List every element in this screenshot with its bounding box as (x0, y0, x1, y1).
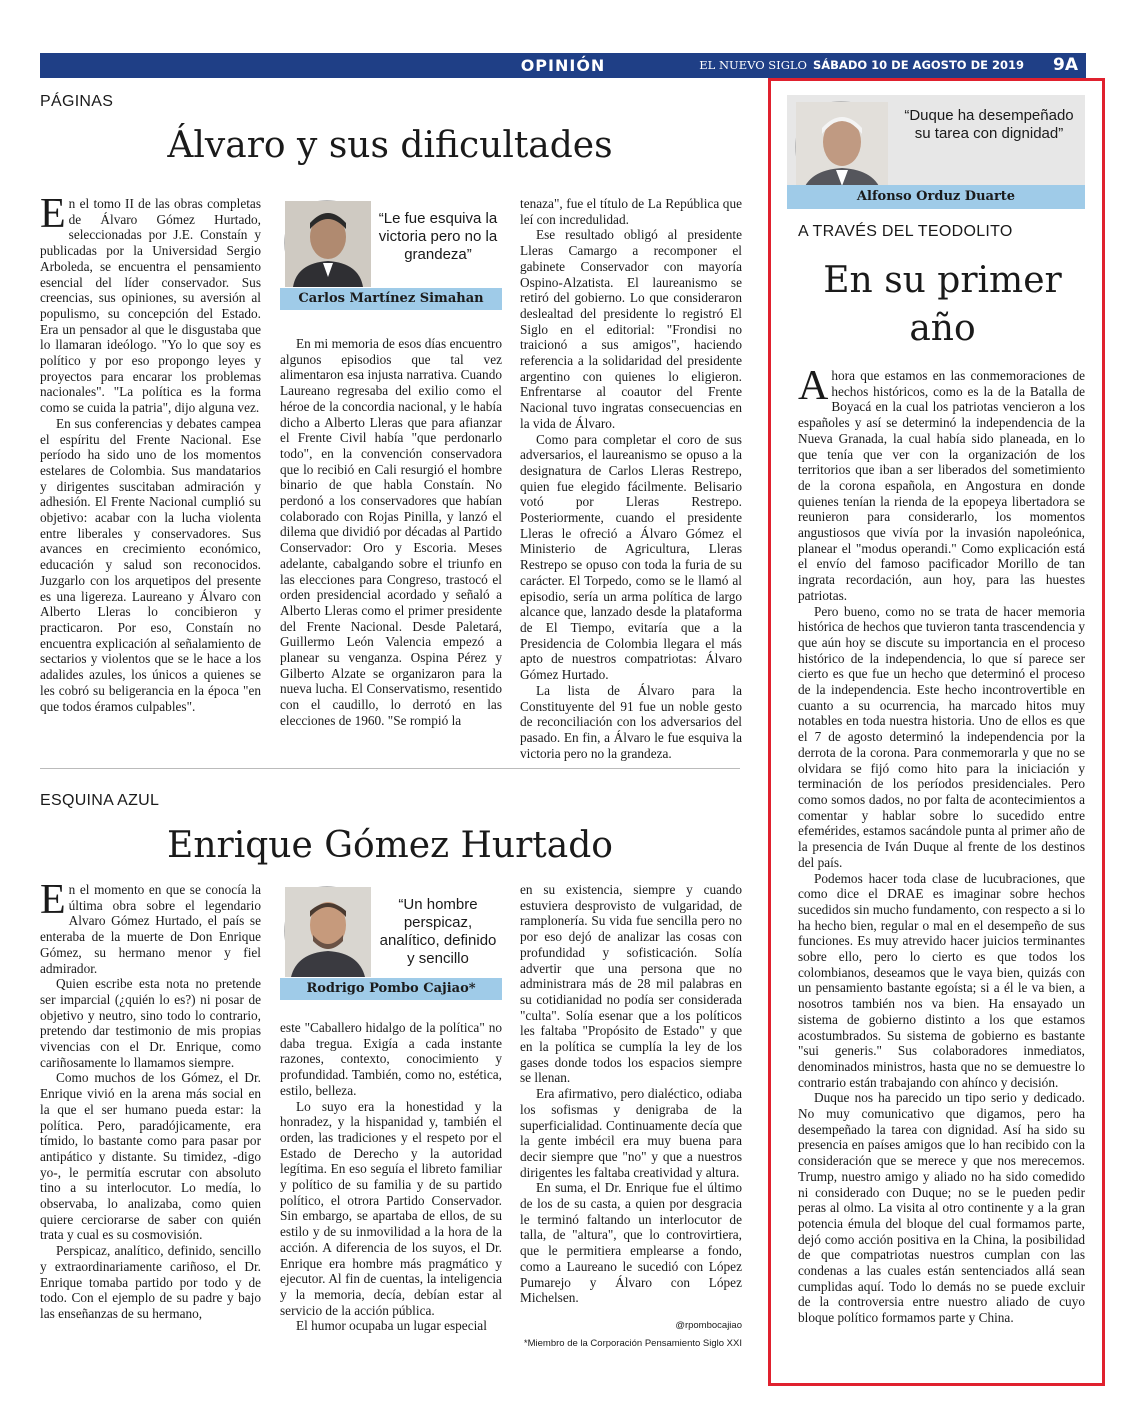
author-photo (795, 101, 887, 193)
paragraph: Como muchos de los Gómez, el Dr. Enrique vivió en la arena más social en la que el ser humano pueda estar: la política. Pero, paradójicamente, era tímido, lo bastante como para pasar por antipático y distante. Su timidez, -digo yo-, le permitía escrutar con absoluto tino a su interlocutor. Lo medía, lo observaba, lo analizaba, como quien quiere cerciorarse de saber con quién trata y cual es su cosmovisión. (40, 1070, 261, 1243)
article1-kicker: PÁGINAS (40, 93, 114, 110)
article1-column-3 (520, 196, 742, 761)
paragraph: Ese resultado obligó al presidente Lleras Camargo a recomponer el gabinete Conservador con mayoría Ospino-Alzatista. El laureanismo se retiró del gobierno. Lo que consideraron deslealtad del presidente lo registró El Siglo en el editorial: "Frondisi no traicionó a sus amigos", haciendo referencia a la solidaridad del presidente argentino con quienes lo eligieron. Enfrentarse al coautor del Frente Nacional tuvo ingratas consecuencias en la vida de Álvaro. (520, 227, 742, 431)
page-number: 9A (1053, 55, 1078, 75)
author-photo (284, 886, 370, 976)
article1-author-box (280, 196, 502, 316)
paragraph: Quien escribe esta nota no pretende ser imparcial (¿quién lo es?) ni posar de objetivo y neutro, sino todo lo contrario, pretendo dar testimonio de mis propias vivencias con el Dr. Enrique, como cariñosamente lo llamamos siempre. (40, 976, 261, 1070)
portrait-icon (285, 887, 371, 977)
article3-kicker: A TRAVÉS DEL TEODOLITO (798, 223, 1013, 240)
paragraph: Perspicaz, analítico, definido, sencillo y extraordinariamente cariñoso, el Dr. Enrique tomaba partido por todo y de todo. Con el ejemplo de su padre y bajo las enseñanzas de su hermano, (40, 1243, 261, 1321)
article1-column-1 (40, 191, 261, 746)
paragraph: Duque nos ha parecido un tipo serio y dedicado. No muy comunicativo que digamos, pero ha desempeñado la tarea con dignidad. Así ha sido su presencia en países amigos que lo han recibido con la consideración que se merece y que nos merecemos. Trump, nuestro amigo y aliado no ha sido comedido ni considerado con Duque; no se le pueden pedir peras al olmo. La visita al otro continente y a la gran potencia émula del bloque del cual formamos parte, dejó como acción positiva en la China, la posibilidad de que compatriotas nuestros cumplan con las condenas a las cuales están sentenciados allá sean cumplidas aquí. Todo lo demás no se puede excluir de la controversia entre nuestro aliado de cuyo bloque político formamos parte y China. (798, 1090, 1085, 1326)
article2-author-box (280, 882, 502, 1002)
paragraph: En suma, el Dr. Enrique fue el último de los de su casta, a quien por desgracia le terminó faltando un interlocutor de talla, de "altura", que lo controvirtiera, que le permitiera emplearse a fondo, como a Laureano le sucedió con López Pumarejo y Álvaro con López Michelsen. (520, 1180, 742, 1306)
masthead (699, 53, 1024, 78)
author-name: Carlos Martínez Simahan (280, 288, 502, 310)
section-header-bar (40, 53, 1086, 78)
article2-kicker: ESQUINA AZUL (40, 792, 160, 809)
article2-column-3 (520, 882, 742, 1312)
paragraph: tenaza", fue el título de La República que leí con incredulidad. (520, 196, 742, 227)
issue-date: SÁBADO 10 DE AGOSTO DE 2019 (812, 58, 1024, 72)
article2-column-2 (280, 1020, 502, 1350)
article-divider (40, 768, 740, 769)
paragraph: En sus conferencias y debates campea el espíritu del Frente Nacional. Ese período ha sido uno de los momentos estelares de Colombia. Sus mandatarios y dirigentes suscitaban admiración y adhesión. El Frente Nacional cumplió su objetivo: acabar con la lucha violenta entre liberales y conservadores. Sus avances en crecimiento económico, educación y salud son reconocidos. Juzgarlo con los arquetipos del presente es una ligereza. Laureano y Álvaro con Alberto Lleras lo concibieron y practicaron. Por eso, Constaín no encuentra explicación al señalamiento de sectarios y violentos que se le hace a los adalides azules, los únicos a quienes se les cobró su beligerancia en la época "en que todos éramos culpables". (40, 415, 261, 714)
pull-quote: “Le fue esquiva la victoria pero no la grandeza” (378, 210, 498, 263)
paragraph: n el tomo II de las obras completas de Álvaro Gómez Hurtado, seleccionadas por J.E. Constaín y publicadas por la Universidad Sergio Arboleda, se encuentra el pensamiento esencial del líder conservador. Sus creencias, sus opiniones, su aversión al populismo, su concepción del Estado. Era un pensador al que le disgustaba que lo llamaran ideólogo. "Yo lo que soy es político y por eso propongo leyes y proyectos para encarar los problemas nacionales". "La política es la forma como se cuida la patria", dijo alguna vez. (40, 196, 261, 416)
author-photo (284, 200, 370, 286)
paragraph: Podemos hacer toda clase de lucubraciones, que como dice el DRAE es imaginar sobre hechos sucedidos sin mucho fundamento, con respecto a si lo ha hecho bien, regular o mal en el desempeño de sus funciones. Es muy atrevido hacer juicios terminantes sobre ello, pero lo cierto es que todos los colombianos, deseamos que le vaya bien, quizás con un pensamiento bastante egoísta; si a él le va bien, a nosotros también nos va bien. Ha ensayado un sistema de gobierno distinto a los que estamos acostumbrados. Su sistema de gobierno es bastante "sui generis." Sus colaboradores inmediatos, denominados ministros, hasta que no se demuestre lo contrario están trabajando con ahínco y decisión. (798, 870, 1085, 1090)
article3-body (798, 363, 1085, 1358)
article3-title: En su primer año (823, 260, 1062, 349)
paragraph: Pero bueno, como no se trata de hacer memoria histórica de hechos que tuvieron tanta trascendencia y que aún hoy se discute su importancia en el proceso histórico de la independencia, lo que sí parece ser cierto es que fue un hecho que determinó el proceso de la independencia. Este hecho incontrovertible en cuanto a su ocurrencia, ha marcado hitos muy notables en toda nuestra historia. Uno de ellos es que el 7 de agosto determinó la independencia por la derrota de la corona. Para conmemorarla y que no se olvidara se fijó como hito para la iniciación y terminación de los períodos presidenciales. Pero como somos dados, no por falta de acontecimientos a comentar y hablar sobre lo sucedido entre efemérides, estamos sacándole punta al primer año de la presencia de Iván Duque al frente de los destinos del país. (798, 603, 1085, 870)
article2-column-1 (40, 877, 261, 1350)
paragraph: Como para completar el coro de sus adversarios, el laureanismo se opuso a la designatura de Carlos Lleras Restrepo, quien fue elegido fácilmente. Belisario votó por Lleras Restrepo. Posteriormente, cuando el presidente Lleras le ofreció a Álvaro Gómez el Ministerio de Agricultura, Lleras Restrepo se opuso con toda la furia de su carácter. El Torpedo, como se le llamó al episodio, sería un arma política de largo alcance que, lanzado desde la plataforma de El Tiempo, evitaría que a la Presidencia de Colombia llegara el más apto de nuestros compatriotas: Álvaro Gómez Hurtado. (520, 431, 742, 683)
paragraph: El humor ocupaba un lugar especial (296, 1318, 487, 1334)
paragraph: Era afirmativo, pero dialéctico, odiaba los sofismas y denigraba de la superficialidad. Continuamente decía que la gente imbécil era muy buena para decir siempre que "no" y que a nuestros dirigentes les faltaba creatividad y altura. (520, 1086, 742, 1180)
dropcap: E (40, 877, 66, 923)
author-footnote: *Miembro de la Corporación Pensamiento Siglo XXI (523, 1338, 742, 1349)
dropcap: A (798, 363, 829, 409)
paper-name: EL NUEVO SIGLO (699, 58, 807, 72)
author-name: Alfonso Orduz Duarte (787, 185, 1085, 209)
paragraph: en su existencia, siempre y cuando estuviera desprovisto de vulgaridad, de ramplonería. Su vida fue sencilla pero no por eso dejó de analizar las cosas con profundidad y sofisticación. Solía advertir que una persona que no administrara más de 28 mil palabras en su cotidianidad no podía ser considerada "culta". Solía esenar que a los políticos les faltaba "Propósito de Estado" y que en la política se cumplía la ley de los gases donde todos los espacios siempre se llenan. (520, 882, 742, 1086)
pull-quote: “Un hombre perspicaz, analítico, definido y sencillo (379, 896, 497, 967)
dropcap: E (40, 191, 66, 237)
paragraph: este "Caballero hidalgo de la política" no daba tregua. Exigía a cada instante razones, contexto, conocimiento y profundidad. También, como no, estética, estilo, belleza. (280, 1020, 502, 1098)
paragraph: hora que estamos en las conmemoraciones de hechos históricos, como es la de la Batalla de Boyacá en la cual los patriotas vencieron a los españoles y así se determinó la independencia de la Nueva Granada, la cual había sido planeada, en lo que tenía que ver con la organización de los territorios que iban a ser liberados del sometimiento de la corona española, en Angostura en donde quienes tenían la rienda de la epopeya libertadora se reunieron para considerarlo, los momentos angustiosos que vivía por la invasión napoleónica, planear el "modus operandi." Como explicación está el envío del famoso pacificador Morillo de tan ingrata recordación, aun hoy, para las huestes patriotas. (798, 368, 1085, 603)
author-handle: @rpombocajiao (675, 1320, 742, 1331)
article3-author-box (787, 95, 1085, 209)
paragraph: Lo suyo era la honestidad y la honradez, y la hispanidad y, también el orden, las tradiciones y el respeto por el Estado de Derecho y la autoridad legítima. En eso seguía el libreto familiar y político de su familia y de su partido político, el otrora Partido Conservador. Sin embargo, se apartaba de ellos, de su estilo y de su inmovilidad a la hora de la acción. A diferencia de los suyos, el Dr. Enrique era hombre más pragmático y ejecutor. Al fin de cuentas, la inteligencia y la memoria, decía, debían estar al servicio de la acción pública. (280, 1098, 502, 1318)
pull-quote: “Duque ha desempeñado su tarea con dignidad” (904, 107, 1074, 142)
article1-column-2 (280, 336, 502, 746)
article2-title: Enrique Gómez Hurtado (167, 825, 613, 866)
portrait-icon (285, 201, 371, 287)
paragraph: n el momento en que se conocía la última obra sobre el legendario Alvaro Gómez Hurtado, el país se enteraba de la muerte de Don Enrique Gómez, su hermano menor y fiel admirador. (40, 882, 261, 976)
paragraph: En mi memoria de esos días encuentro algunos episodios que tal vez alimentaron esa injusta narrativa. Cuando Laureano regresaba del exilio como el héroe de la concordia nacional, y le había dicho a Alberto Lleras que para afianzar el Frente Civil había "que perdonarlo todo", en la convención conservadora que lo recibió en Cali resurgió el hombre binario de que habla Constaín. No perdonó a los conservadores que habían colaborado con Rojas Pinilla, y lanzó el dilema que dividió por décadas al Partido Conservador: Oro y Escoria. Meses adelante, cabalgando sobre el triunfo en las elecciones para Congreso, trastocó el orden presidencial acordado y señaló a Alberto Lleras como el primer presidente del Frente Nacional. Desde Paletará, Guillermo León Valencia empezó a planear su venganza. Ospina Pérez y Gilberto Alzate se organizaron para la nueva lucha. El Conservatismo, resentido con el caudillo, lo derrotó en las elecciones de 1960. "Se rompió la (280, 336, 502, 728)
portrait-icon (796, 102, 888, 194)
paragraph: La lista de Álvaro para la Constituyente del 91 fue un noble gesto de reconciliación con los adversarios del pasado. En fin, a Álvaro le fue esquiva la victoria pero no la grandeza. (520, 682, 742, 761)
author-name: Rodrigo Pombo Cajiao* (280, 978, 502, 1000)
article1-title: Álvaro y sus dificultades (167, 125, 613, 166)
section-label: OPINIÓN (520, 56, 606, 75)
